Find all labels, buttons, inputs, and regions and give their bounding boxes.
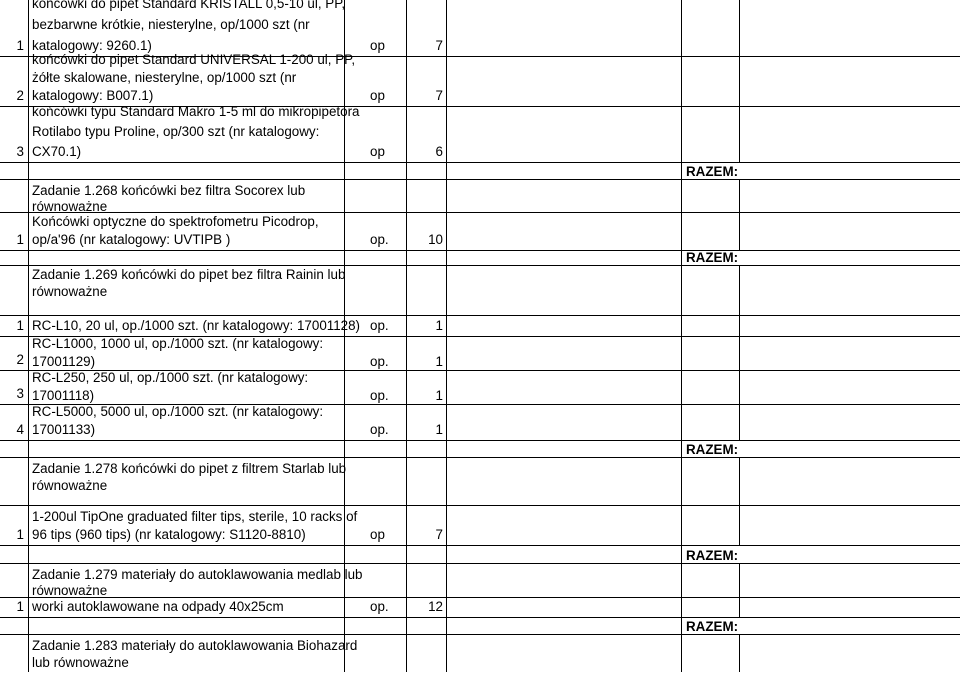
table-row — [0, 506, 960, 546]
row-index: 3 — [16, 386, 24, 401]
item-description: RC-L10, 20 ul, op./1000 szt. (nr katalogowy: 17001128) — [32, 318, 361, 333]
item-unit: op. — [370, 599, 389, 614]
razem-label: RAZEM: — [686, 164, 739, 179]
item-description: katalogowy: 9260.1) — [32, 38, 152, 53]
item-unit: op — [370, 38, 385, 53]
row-index: 2 — [16, 88, 24, 103]
razem-label: RAZEM: — [686, 619, 739, 634]
item-unit: op. — [370, 318, 389, 333]
item-description: 96 tips (960 tips) (nr katalogowy: S1120-8810) — [32, 527, 306, 542]
item-description: 1-200ul TipOne graduated filter tips, sterile, 10 racks of — [32, 509, 358, 524]
table-row — [0, 266, 960, 316]
section-heading: równoważne — [32, 478, 108, 493]
item-unit: op — [370, 144, 385, 159]
razem-label: RAZEM: — [686, 250, 739, 265]
table-row — [0, 213, 960, 251]
item-quantity: 1 — [435, 354, 443, 369]
item-description: 17001129) — [32, 354, 96, 369]
item-description: bezbarwne krótkie, niesterylne, op/1000 szt (nr — [32, 17, 310, 32]
item-quantity: 1 — [435, 318, 443, 333]
row-index: 1 — [16, 318, 24, 333]
item-description: Końcówki optyczne do spektrofometru Picodrop, — [32, 214, 319, 229]
section-heading: lub równoważne — [32, 655, 129, 670]
table-row — [0, 371, 960, 405]
table-row — [0, 618, 960, 635]
item-description: RC-L1000, 1000 ul, op./1000 szt. (nr katalogowy: — [32, 336, 324, 351]
row-index: 1 — [16, 527, 24, 542]
section-heading: Zadanie 1.283 materiały do autoklawowania Biohazard — [32, 638, 358, 653]
item-description: 17001133) — [32, 422, 96, 437]
table-row — [0, 52, 960, 107]
table-row — [0, 564, 960, 598]
table-row — [0, 598, 960, 618]
item-unit: op — [370, 527, 385, 542]
item-description: RC-L250, 250 ul, op./1000 szt. (nr katalogowy: — [32, 370, 309, 385]
item-unit: op. — [370, 354, 389, 369]
table-row — [0, 180, 960, 213]
item-unit: op — [370, 88, 385, 103]
item-description: katalogowy: B007.1) — [32, 88, 154, 103]
row-index: 2 — [16, 352, 24, 367]
item-quantity: 7 — [435, 88, 443, 103]
row-index: 1 — [16, 599, 24, 614]
row-index: 1 — [16, 232, 24, 247]
table-row — [0, 337, 960, 371]
table-row — [0, 458, 960, 506]
section-heading: równoważne — [32, 284, 108, 299]
row-index: 4 — [16, 422, 24, 437]
item-unit: op. — [370, 232, 389, 247]
table-row — [0, 405, 960, 441]
table-row — [0, 546, 960, 564]
item-quantity: 1 — [435, 422, 443, 437]
table-row — [0, 441, 960, 458]
item-unit: op. — [370, 422, 389, 437]
section-heading: Zadanie 1.279 materiały do autoklawowania medlab lub — [32, 567, 363, 582]
item-description: końcówki do pipet Standard UNIVERSAL 1-200 ul, PP, — [32, 52, 356, 67]
table-row — [0, 635, 960, 672]
row-index: 3 — [16, 144, 24, 159]
item-description: 17001118) — [32, 388, 95, 403]
item-description: żółte skalowane, niesterylne, op/1000 szt (nr — [32, 70, 297, 85]
item-description: op/a'96 (nr katalogowy: UVTIPB ) — [32, 232, 231, 247]
item-quantity: 6 — [435, 144, 443, 159]
item-quantity: 7 — [435, 527, 443, 542]
razem-label: RAZEM: — [686, 548, 739, 563]
item-description: CX70.1) — [32, 144, 82, 159]
item-description: końcówki typu Standard Makro 1-5 ml do mikropipetora — [32, 104, 360, 119]
item-quantity: 10 — [428, 232, 443, 247]
item-description: Rotilabo typu Proline, op/300 szt (nr katalogowy: — [32, 124, 320, 139]
section-heading: Zadanie 1.269 końcówki do pipet bez filtra Rainin lub — [32, 267, 346, 282]
section-heading: Zadanie 1.268 końcówki bez filtra Socorex lub — [32, 183, 306, 198]
item-unit: op. — [370, 388, 389, 403]
section-heading: równoważne — [32, 583, 108, 598]
item-quantity: 1 — [435, 388, 443, 403]
section-heading: równoważne — [32, 199, 108, 214]
item-description: worki autoklawowane na odpady 40x25cm — [32, 599, 284, 614]
section-heading: Zadanie 1.278 końcówki do pipet z filtrem Starlab lub — [32, 461, 347, 476]
item-description: końcówki do pipet Standard KRISTALL 0,5-10 ul, PP, — [32, 0, 346, 11]
item-quantity: 12 — [428, 599, 443, 614]
table-row — [0, 163, 960, 180]
item-description: RC-L5000, 5000 ul, op./1000 szt. (nr katalogowy: — [32, 404, 324, 419]
table-row — [0, 104, 960, 163]
item-quantity: 7 — [435, 38, 443, 53]
razem-label: RAZEM: — [686, 442, 739, 457]
row-index: 1 — [16, 38, 24, 53]
